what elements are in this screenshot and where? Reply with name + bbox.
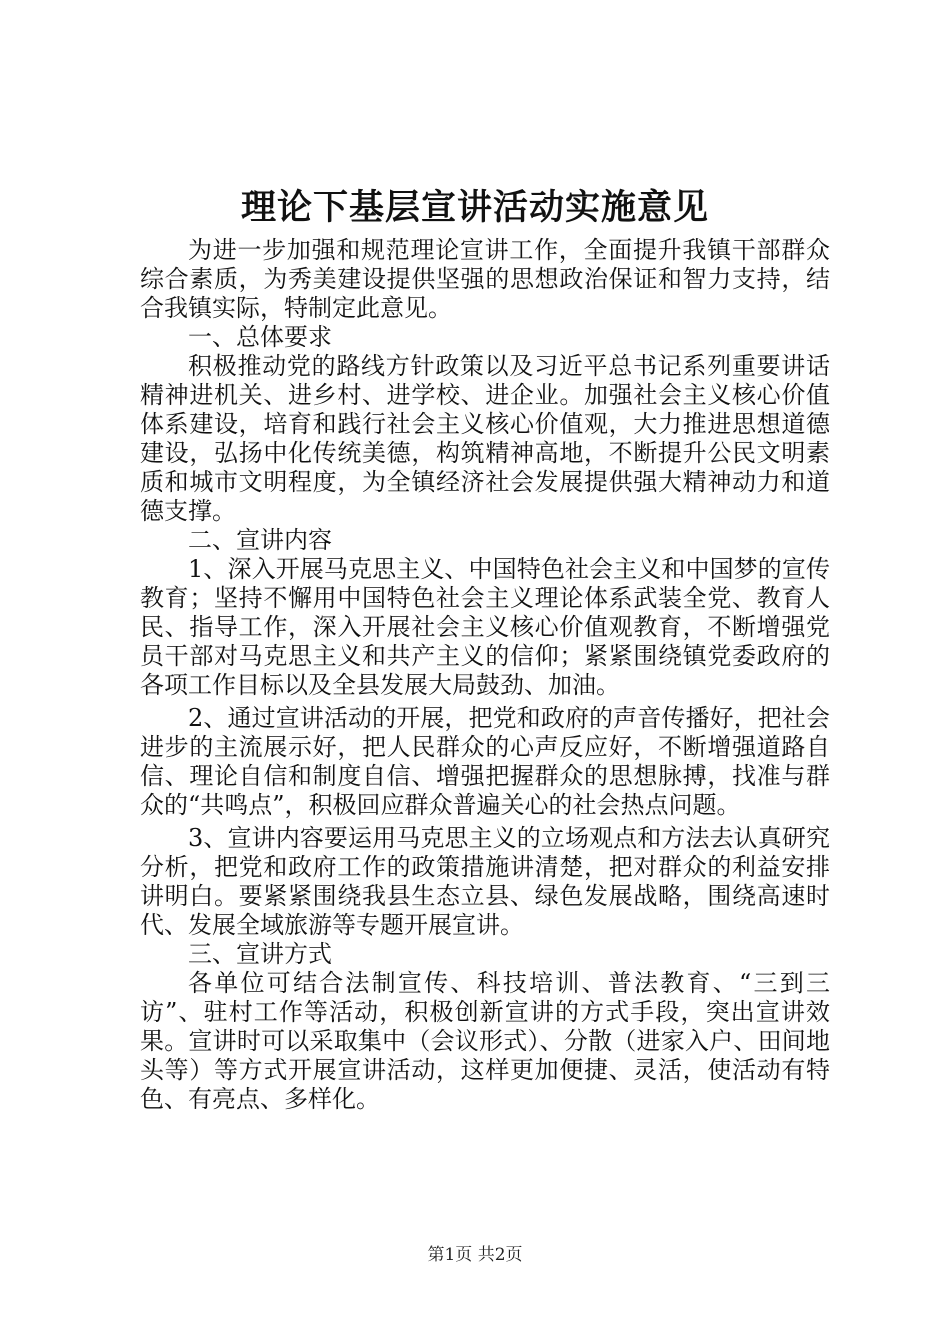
content-item-2: 2、通过宣讲活动的开展，把党和政府的声音传播好，把社会进步的主流展示好，把人民群众的心声反应好，不断增强道路自信、理论自信和制度自信、增强把握群众的思想脉搏，找准与群众的“共鸣点”，积极回应群众普遍关心的社会热点问题。 xyxy=(140,704,830,819)
document-title: 理论下基层宣讲活动实施意见 xyxy=(240,187,709,228)
section-heading-3: 三、宣讲方式 xyxy=(188,940,332,968)
content-item-1: 1、深入开展马克思主义、中国特色社会主义和中国梦的宣传教育；坚持不懈用中国特色社会主义理论体系武装全党、教育人民、指导工作，深入开展社会主义核心价值观教育，不断增强党员干部对马克思主义和共产主义的信仰；紧紧围绕镇党委政府的各项工作目标以及全县发展大局鼓劲、加油。 xyxy=(140,555,830,699)
general-requirements-paragraph: 积极推动党的路线方针政策以及习近平总书记系列重要讲话精神进机关、进乡村、进学校、进企业。加强社会主义核心价值体系建设，培育和践行社会主义核心价值观，大力推进思想道德建设，弘扬中化传统美德，构筑精神高地，不断提升公民文明素质和城市文明程度，为全镇经济社会发展提供强大精神动力和道德支撑。 xyxy=(140,352,830,525)
section-heading-2: 二、宣讲内容 xyxy=(188,526,332,554)
document-body xyxy=(140,236,830,1114)
page-number: 第1页 共2页 xyxy=(427,1245,523,1265)
section-heading-1: 一、总体要求 xyxy=(188,323,332,351)
content-item-3: 3、宣讲内容要运用马克思主义的立场观点和方法去认真研究分析，把党和政府工作的政策措施讲清楚，把对群众的利益安排讲明白。要紧紧围绕我县生态立县、绿色发展战略，围绕高速时代、发展全域旅游等专题开展宣讲。 xyxy=(140,824,830,939)
intro-paragraph: 为进一步加强和规范理论宣讲工作，全面提升我镇干部群众综合素质，为秀美建设提供坚强的思想政治保证和智力支持，结合我镇实际，特制定此意见。 xyxy=(140,236,830,322)
method-paragraph: 各单位可结合法制宣传、科技培训、普法教育、“三到三访”、驻村工作等活动，积极创新宣讲的方式手段，突出宣讲效果。宣讲时可以采取集中（会议形式）、分散（进家入户、田间地头等）等方式开展宣讲活动，这样更加便捷、灵活，使活动有特色、有亮点、多样化。 xyxy=(140,969,830,1113)
